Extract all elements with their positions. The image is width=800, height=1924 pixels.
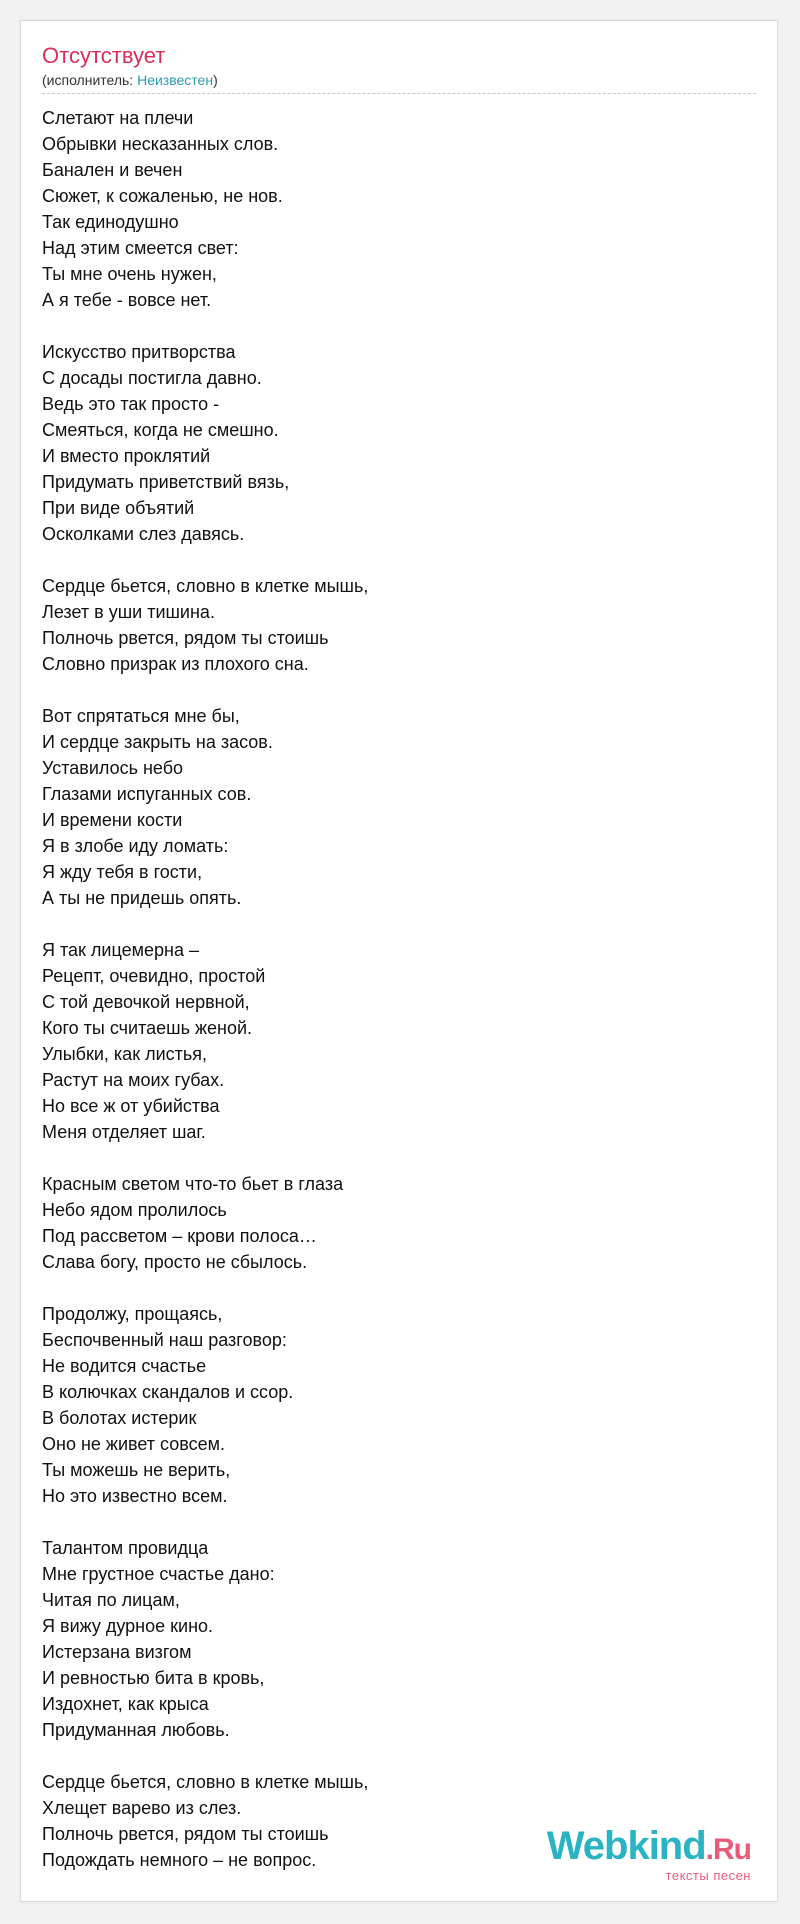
lyrics-line: Ты можешь не верить, <box>42 1460 231 1480</box>
lyrics-line: Оно не живет совсем. <box>42 1434 225 1454</box>
webkind-logo[interactable] <box>547 1826 751 1883</box>
lyrics-stanza <box>42 1301 742 1509</box>
lyrics-line: Но это известно всем. <box>42 1486 228 1506</box>
lyrics-line: В болотах истерик <box>42 1408 197 1428</box>
logo-tagline: тексты песен <box>665 1868 751 1883</box>
lyrics-line: Сердце бьется, словно в клетке мышь, <box>42 576 369 596</box>
lyrics-line: Растут на моих губах. <box>42 1070 225 1090</box>
lyrics-line: И времени кости <box>42 810 183 830</box>
lyrics-line: Я вижу дурное кино. <box>42 1616 214 1636</box>
artist-suffix: ) <box>213 72 218 88</box>
lyrics-line: Словно призрак из плохого сна. <box>42 654 309 674</box>
song-header <box>42 43 756 89</box>
lyrics-line: Не водится счастье <box>42 1356 207 1376</box>
lyrics-line: Глазами испуганных сов. <box>42 784 252 804</box>
lyrics-line: Над этим смеется свет: <box>42 238 239 258</box>
lyrics-line: Сердце бьется, словно в клетке мышь, <box>42 1772 369 1792</box>
lyrics-line: Уставилось небо <box>42 758 184 778</box>
lyrics-line: Подождать немного – не вопрос. <box>42 1850 317 1870</box>
lyrics-stanza <box>42 1171 742 1275</box>
lyrics-line: Придуманная любовь. <box>42 1720 230 1740</box>
lyrics-line: Банален и вечен <box>42 160 183 180</box>
lyrics-line: Я жду тебя в гости, <box>42 862 203 882</box>
content-card <box>20 20 778 1902</box>
lyrics-stanza <box>42 573 742 677</box>
artist-prefix: (исполнитель: <box>42 72 138 88</box>
lyrics-line: Но все ж от убийства <box>42 1096 220 1116</box>
lyrics-line: Слава богу, просто не сбылось. <box>42 1252 308 1272</box>
song-title: Отсутствует <box>42 43 166 68</box>
lyrics-stanza <box>42 339 742 547</box>
lyrics-line: Под рассветом – крови полоса… <box>42 1226 317 1246</box>
lyrics-line: И ревностью бита в кровь, <box>42 1668 265 1688</box>
lyrics-line: А я тебе - вовсе нет. <box>42 290 212 310</box>
lyrics-line: Мне грустное счастье дано: <box>42 1564 275 1584</box>
lyrics-line: Искусство притворства <box>42 342 236 362</box>
lyrics-stanza <box>42 937 742 1145</box>
lyrics-line: Слетают на плечи <box>42 108 194 128</box>
logo-web-text: Webkind <box>546 1824 706 1868</box>
header-divider <box>42 93 756 94</box>
lyrics-line: Полночь рвется, рядом ты стоишь <box>42 1824 329 1844</box>
lyrics-line: И вместо проклятий <box>42 446 211 466</box>
lyrics-line: При виде объятий <box>42 498 195 518</box>
lyrics-line: Полночь рвется, рядом ты стоишь <box>42 628 329 648</box>
lyrics-stanza <box>42 105 742 313</box>
lyrics-stanza <box>42 1535 742 1743</box>
logo-ru-text: .Ru <box>705 1833 751 1866</box>
lyrics-line: Рецепт, очевидно, простой <box>42 966 266 986</box>
lyrics-line: Обрывки несказанных слов. <box>42 134 279 154</box>
lyrics-line: Осколками слез давясь. <box>42 524 245 544</box>
lyrics-line: Вот спрятаться мне бы, <box>42 706 240 726</box>
lyrics-line: Я так лицемерна – <box>42 940 199 960</box>
lyrics-line: Так единодушно <box>42 212 179 232</box>
lyrics-line: Продолжу, прощаясь, <box>42 1304 223 1324</box>
lyrics-line: Красным светом что-то бьет в глаза <box>42 1174 344 1194</box>
lyrics-line: Небо ядом пролилось <box>42 1200 227 1220</box>
lyrics-line: Издохнет, как крыса <box>42 1694 209 1714</box>
lyrics-line: Ты мне очень нужен, <box>42 264 217 284</box>
lyrics-line: Меня отделяет шаг. <box>42 1122 206 1142</box>
lyrics-line: Хлещет варево из слез. <box>42 1798 242 1818</box>
lyrics-line: С досады постигла давно. <box>42 368 262 388</box>
lyrics-line: Смеяться, когда не смешно. <box>42 420 279 440</box>
lyrics-line: Истерзана визгом <box>42 1642 192 1662</box>
lyrics-line: И сердце закрыть на засов. <box>42 732 273 752</box>
lyrics-line: Талантом провидца <box>42 1538 209 1558</box>
lyrics-line: Лезет в уши тишина. <box>42 602 215 622</box>
lyrics-line: Беспочвенный наш разговор: <box>42 1330 287 1350</box>
lyrics-line: Сюжет, к сожаленью, не нов. <box>42 186 283 206</box>
lyrics-line: Ведь это так просто - <box>42 394 220 414</box>
lyrics-line: А ты не придешь опять. <box>42 888 242 908</box>
lyrics-line: С той девочкой нервной, <box>42 992 250 1012</box>
lyrics-line: В колючках скандалов и ссор. <box>42 1382 294 1402</box>
lyrics-line: Придумать приветствий вязь, <box>42 472 290 492</box>
lyrics-stanza <box>42 703 742 911</box>
lyrics-line: Кого ты считаешь женой. <box>42 1018 253 1038</box>
lyrics-body <box>42 105 742 1899</box>
lyrics-line: Я в злобе иду ломать: <box>42 836 229 856</box>
artist-line <box>42 71 756 89</box>
lyrics-line: Улыбки, как листья, <box>42 1044 207 1064</box>
lyrics-line: Читая по лицам, <box>42 1590 180 1610</box>
artist-link[interactable]: Неизвестен <box>137 72 214 88</box>
